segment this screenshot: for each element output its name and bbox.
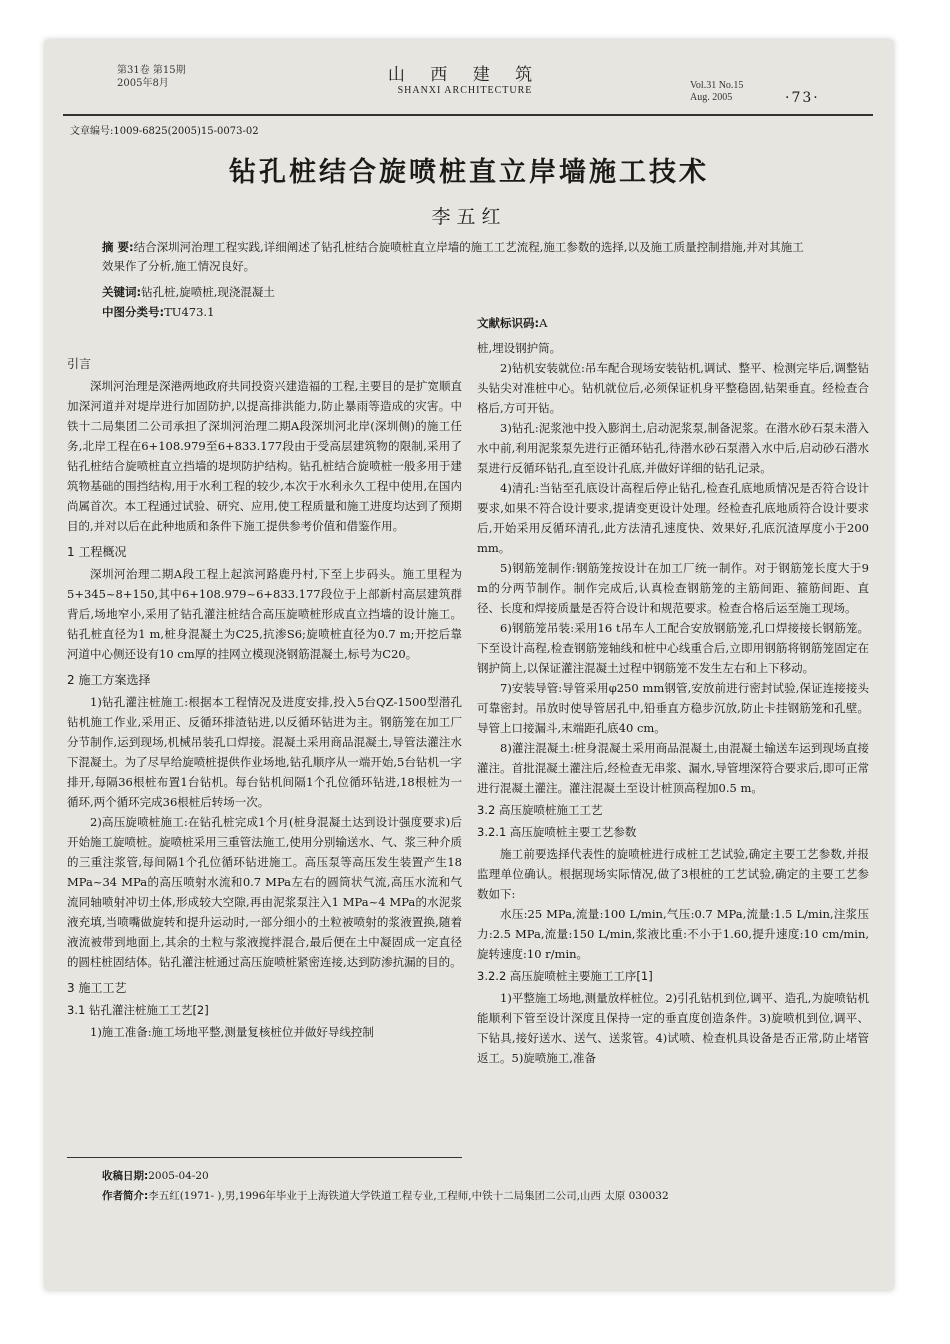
header-date-cn: 2005年8月 <box>117 78 169 89</box>
paragraph-3-1: 1)施工准备:施工场地平整,测量复核桩位并做好导线控制 <box>90 1025 374 1039</box>
left-column <box>67 348 462 1042</box>
section-heading-3: 3 施工工艺 <box>67 981 127 995</box>
classification-code: TU473.1 <box>164 305 215 319</box>
header-date-en: Aug. 2005 <box>690 92 733 103</box>
received-label: 收稿日期: <box>102 1170 149 1182</box>
classification-label: 中图分类号: <box>102 305 165 319</box>
abstract-text: 结合深圳河治理工程实践,详细阐述了钻孔桩结合旋喷桩直立岸墙的施工工艺流程,施工参数的选择,以及施工质量控制措施,并对其施工效果作了分析,施工情况良好。 <box>102 240 804 273</box>
paragraph-intro: 深圳河治理是深港两地政府共同投资兴建造福的工程,主要目的是扩宽顺直加深河道并对堤岸进行加固防护,以提高排洪能力,防止暴雨等造成的灾害。中铁十二局集团二公司承担了深圳河治理二期A段深圳河北岸(深圳侧)的施工任务,北岸工程在6+108.979至6+833.177段由于受高层建筑物的限制,采用了钻孔桩结合旋喷桩直立挡墙的堤坝防护结构。钻孔桩结合旋喷桩一般多用于建筑物基础的围挡结构,用于水利工程的较少,本次于水利永久工程中使用,在国内尚属首次。本工程通过试验、研究、应用,使工程质量和施工进度均达到了预期目的,并对以后在此种地质和条件下施工提供参考价值和借鉴作用。 <box>67 379 462 533</box>
paragraph-step-6: 6)钢筋笼吊装:采用16 t吊车人工配合安放钢筋笼,孔口焊接接长钢筋笼。下至设计高程,检查钢筋笼轴线和桩中心线重合后,立即用钢筋将钢筋笼固定在钢护筒上,以保证灌注混凝土过程中钢筋笼不发生左右和上下移动。 <box>477 621 869 675</box>
received-value: 2005-04-20 <box>148 1170 209 1182</box>
header-journal <box>345 60 585 96</box>
header-issue <box>117 64 186 90</box>
section-heading-intro: 引言 <box>67 357 92 371</box>
document-code <box>477 315 547 331</box>
subsection-heading-3-2: 3.2 高压旋喷桩施工工艺 <box>477 803 603 817</box>
keywords <box>102 284 275 300</box>
subsection-heading-3-1: 3.1 钻孔灌注桩施工工艺[2] <box>67 1003 209 1017</box>
footnote-rule <box>67 1157 462 1158</box>
paragraph-continued: 桩,埋设钢护筒。 <box>477 341 562 355</box>
subsection-heading-3-2-1: 3.2.1 高压旋喷桩主要工艺参数 <box>477 825 637 839</box>
paragraph-step-8: 8)灌注混凝土:桩身混凝土采用商品混凝土,由混凝土输送车运到现场直接灌注。首批混凝土灌注后,经检查无串浆、漏水,导管埋深符合要求后,即可正常进行混凝土灌注。灌注混凝土至设计桩顶高程加0.5 m。 <box>477 741 869 795</box>
classification <box>102 304 214 320</box>
footnote <box>102 1166 669 1206</box>
paragraph-3-2-1a: 施工前要选择代表性的旋喷桩进行成桩工艺试验,确定主要工艺参数,并报监理单位确认。根据现场实际情况,做了3根桩的工艺试验,确定的主要工艺参数如下: <box>477 847 869 901</box>
header-volume-cn: 第31卷 第15期 <box>117 65 186 76</box>
header-rule <box>63 114 873 116</box>
article-title: 钻孔桩结合旋喷桩直立岸墙施工技术 <box>229 157 709 188</box>
paragraph-3-2-2: 1)平整施工场地,测量放样桩位。2)引孔钻机到位,调平、造孔,为旋喷钻机能顺利下管至设计深度且保持一定的垂直度创造条件。3)旋喷机到位,调平、下钻具,接好送水、送气、送浆管。4)试喷、检查机具设备是否正常,防止堵管返工。5)旋喷施工,准备 <box>477 991 869 1065</box>
author-bio <box>102 1186 669 1206</box>
subsection-heading-3-2-2: 3.2.2 高压旋喷桩主要施工工序[1] <box>477 969 653 983</box>
paragraph-2b: 2)高压旋喷桩施工:在钻孔桩完成1个月(桩身混凝土达到设计强度要求)后开始施工旋喷桩。旋喷桩采用三重管法施工,使用分别输送水、气、浆三种介质的三重注浆管,每间隔1个孔位循环钻进施工。高压泵等高压发生装置产生18 MPa~34 MPa的高压喷射水流和0.7 MPa左右的圆筒状气流,高压水流和气流同轴喷射冲切土体,形成较大空隙,再由泥浆泵注入1 MPa~4 MPa的水泥浆液充填,当喷嘴做旋转和提升运动时,一部分细小的土粒被喷射的浆液置换,随着液流被带到地面上,其余的土粒与浆液搅拌混合,最后便在土中凝固成一定直径的圆柱桩固结体。钻孔灌注桩通过高压旋喷桩紧密连接,达到防渗抗漏的目的。 <box>67 815 462 969</box>
document-code-label: 文献标识码: <box>477 316 540 330</box>
keywords-label: 关键词: <box>102 285 142 299</box>
page-number: ·73· <box>785 90 820 106</box>
received-date <box>102 1166 669 1186</box>
journal-name-cn: 山 西 建 筑 <box>387 65 543 85</box>
journal-name-en: SHANXI ARCHITECTURE <box>397 85 533 96</box>
header-issue-en <box>690 80 743 104</box>
keywords-text: 钻孔桩,旋喷桩,现浇混凝土 <box>141 285 275 299</box>
section-heading-1: 1 工程概况 <box>67 545 127 559</box>
document-code-value: A <box>539 316 548 330</box>
paragraph-1: 深圳河治理二期A段工程上起滨河路鹿丹村,下至上步码头。施工里程为5+345~8+150,其中6+108.979~6+833.177段位于上部新村高层建筑群背后,场地窄小,采用了钻孔灌注桩结合高压旋喷桩形成直立挡墙的设计施工。钻孔桩直径为1 m,桩身混凝土为C25,抗渗S6;旋喷桩直径为0.7 m;开挖后靠河道中心侧还设有10 cm厚的挂网立模现浇钢筋混凝土,标号为C20。 <box>67 567 462 661</box>
article-number: 文章编号:1009-6825(2005)15-0073-02 <box>70 126 259 137</box>
paragraph-2a: 1)钻孔灌注桩施工:根据本工程情况及进度安排,投入5台QZ-1500型潜孔钻机施工作业,采用正、反循环排渣钻进,以反循环钻进为主。钢筋笼在加工厂分节制作,运到现场,机械吊装孔口焊接。混凝土采用商品混凝土,导管法灌注水下混凝土。为了尽早给旋喷桩提供作业场地,钻孔顺序从一端开始,5台钻机一字排开,每隔36根桩布置1台钻机。每台钻机间隔1个孔位循环钻进,18根桩为一循环,两个循环完成36根桩后转场一次。 <box>67 695 462 809</box>
paragraph-3-2-1b: 水压:25 MPa,流量:100 L/min,气压:0.7 MPa,流量:1.5 L/min,注浆压力:2.5 MPa,流量:150 L/min,浆液比重:不小于1.60,提升速度:10 cm/min,旋转速度:10 r/min。 <box>477 907 869 961</box>
abstract <box>102 238 814 276</box>
paragraph-step-5: 5)钢筋笼制作:钢筋笼按设计在加工厂统一制作。对于钢筋笼长度大于9 m的分两节制作。制作完成后,认真检查钢筋笼的主筋间距、箍筋间距、直径、长度和焊接质量是否符合设计和规范要求。检查合格后运至施工现场。 <box>477 561 869 615</box>
paragraph-step-3: 3)钻孔:泥浆池中投入膨润土,启动泥浆泵,制备泥浆。在潜水砂石泵未潜入水中前,利用泥浆泵先进行正循环钻孔,待潜水砂石泵潜入水中后,启动砂石潜水泵进行反循环钻孔,直至设计孔底,并做好详细的钻孔记录。 <box>477 421 869 475</box>
journal-page <box>45 40 893 1290</box>
paragraph-step-7: 7)安装导管:导管采用φ250 mm钢管,安放前进行密封试验,保证连接接头可靠密封。吊放时使导管居孔中,铅垂直方稳步沉放,防止卡挂钢筋笼和孔壁。导管上口接漏斗,末端距孔底40 cm。 <box>477 681 869 735</box>
article-author: 李五红 <box>431 206 507 228</box>
bio-label: 作者简介: <box>102 1190 149 1202</box>
header-volume-en: Vol.31 No.15 <box>690 80 744 91</box>
paragraph-step-4: 4)清孔:当钻至孔底设计高程后停止钻孔,检查孔底地质情况是否符合设计要求,如果不符合设计要求,提请变更设计处理。经检查孔底地质符合设计要求后,开始采用反循环清孔,此方法清孔速度快、效果好,孔底沉渣厚度小于200 mm。 <box>477 481 869 555</box>
bio-text: 李五红(1971- ),男,1996年毕业于上海铁道大学铁道工程专业,工程师,中铁十二局集团二公司,山西 太原 030032 <box>148 1190 669 1202</box>
right-column <box>477 338 869 1068</box>
section-heading-2: 2 施工方案选择 <box>67 673 151 687</box>
abstract-label: 摘 要: <box>102 240 134 254</box>
paragraph-step-2: 2)钻机安装就位:吊车配合现场安装钻机,调试、整平、检测完毕后,调整钻头钻尖对准桩中心。钻机就位后,必须保证机身平整稳固,钻架垂直。经检查合格后,方可开钻。 <box>477 361 869 415</box>
